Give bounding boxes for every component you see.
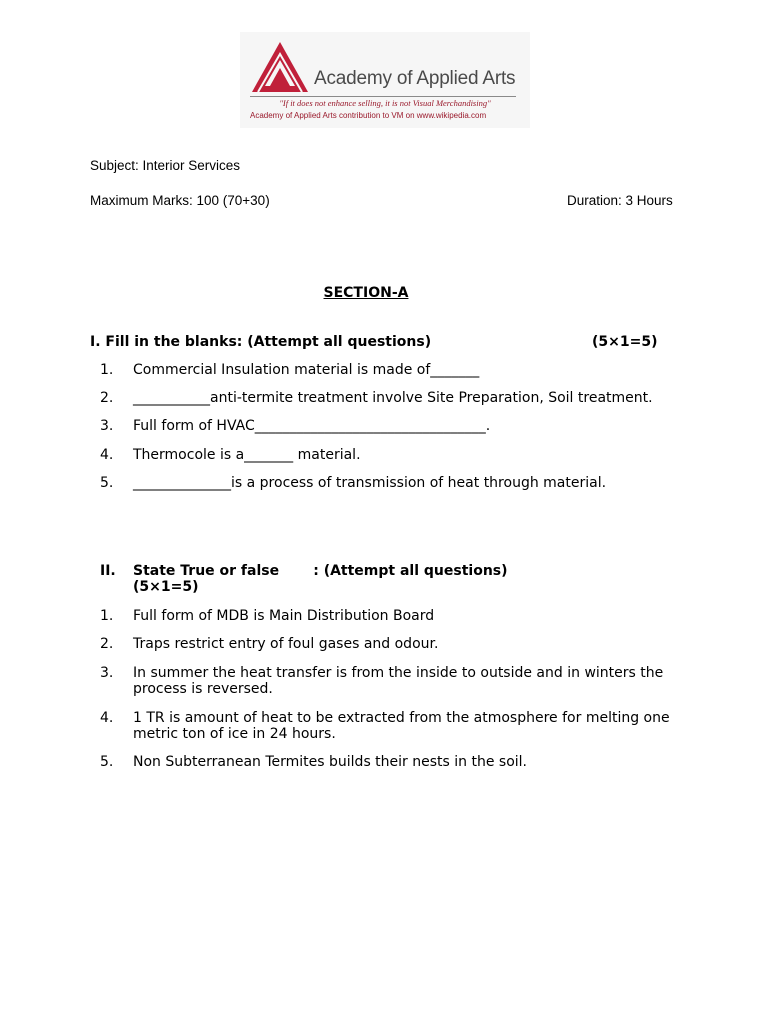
question-text: Commercial Insulation material is made of_______: [133, 362, 480, 378]
question-text: In summer the heat transfer is from the inside to outside and in winters the process is reversed.: [133, 665, 668, 697]
question-text: Full form of MDB is Main Distribution Board: [133, 608, 435, 624]
part1-marks: (5×1=5): [592, 334, 658, 350]
academy-logo-mark-icon: [250, 40, 310, 94]
question-text: Full form of HVAC_________________________________.: [133, 418, 491, 434]
part2-heading: State True or false : (Attempt all questions) (5×1=5): [133, 563, 508, 595]
part1-heading: I. Fill in the blanks: (Attempt all questions): [90, 334, 432, 350]
question-text: 1 TR is amount of heat to be extracted from the atmosphere for melting one metric ton of ice in 24 hours.: [133, 710, 675, 742]
section-title: SECTION-A: [323, 285, 409, 301]
logo-tagline: "If it does not enhance selling, it is not Visual Merchandising": [279, 98, 491, 108]
question-text: Non Subterranean Termites builds their nests in the soil.: [133, 754, 527, 770]
question-number: 3.: [100, 665, 114, 681]
logo-divider: [250, 96, 516, 97]
exam-subject: Subject: Interior Services: [90, 158, 241, 173]
part2-number: II.: [100, 563, 116, 579]
question-number: 2.: [100, 636, 114, 652]
logo-credit: Academy of Applied Arts contribution to VM on www.wikipedia.com: [250, 111, 487, 120]
question-number: 3.: [100, 418, 114, 434]
logo-name: Academy of Applied Arts: [314, 68, 516, 89]
question-number: 4.: [100, 447, 114, 463]
exam-max-marks: Maximum Marks: 100 (70+30): [90, 193, 270, 208]
question-text: Traps restrict entry of foul gases and odour.: [133, 636, 439, 652]
question-number: 1.: [100, 362, 114, 378]
question-text: Thermocole is a_______ material.: [133, 447, 361, 463]
question-number: 4.: [100, 710, 114, 726]
question-number: 5.: [100, 475, 114, 491]
question-text: ___________anti-termite treatment involve Site Preparation, Soil treatment.: [133, 390, 653, 406]
question-number: 1.: [100, 608, 114, 624]
question-number: 2.: [100, 390, 114, 406]
exam-duration: Duration: 3 Hours: [567, 193, 673, 208]
academy-logo: [240, 32, 530, 128]
question-text: ______________is a process of transmission of heat through material.: [133, 475, 607, 491]
question-number: 5.: [100, 754, 114, 770]
